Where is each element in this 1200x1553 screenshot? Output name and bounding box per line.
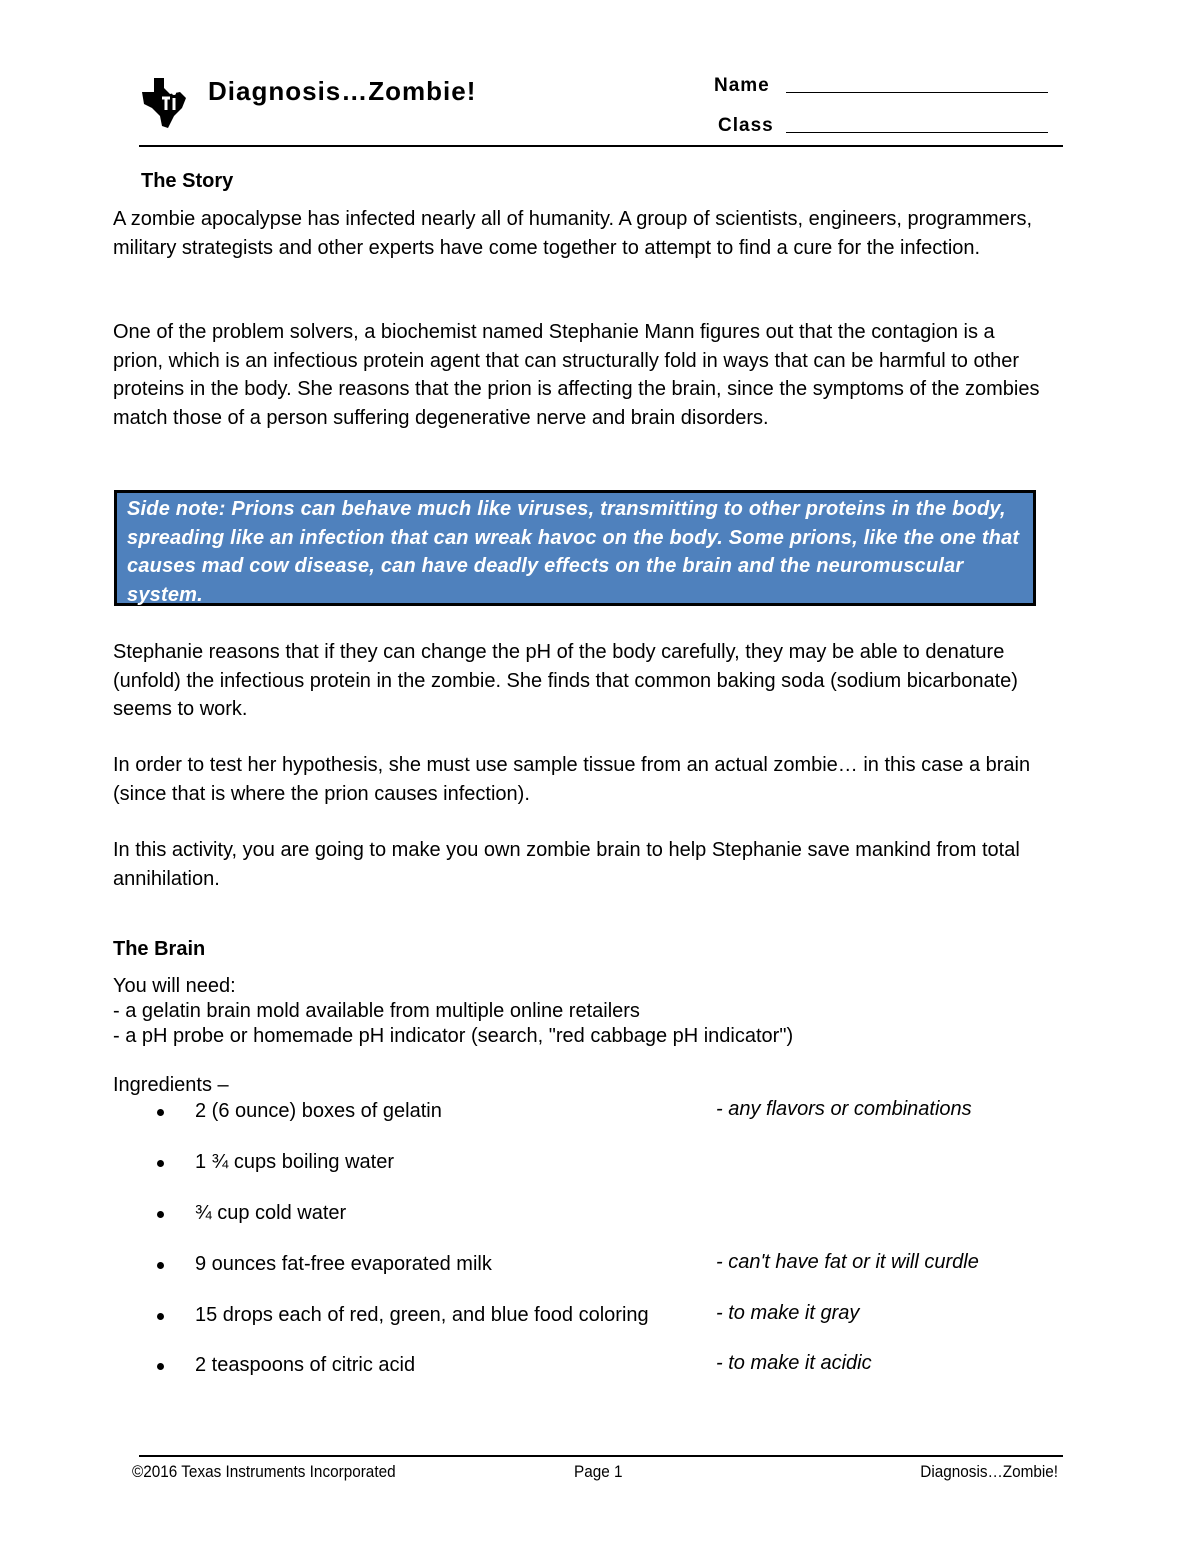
footer-doc-title: Diagnosis…Zombie!: [920, 1462, 1058, 1481]
ingredient-item: [113, 1253, 1043, 1281]
name-label: Name: [714, 75, 770, 96]
ingredient-note: - to make it acidic: [716, 1352, 872, 1374]
need-item: - a pH probe or homemade pH indicator (search, "red cabbage pH indicator"): [113, 1025, 794, 1047]
footer-copyright: ©2016 Texas Instruments Incorporated: [132, 1462, 396, 1481]
story-paragraph: A zombie apocalypse has infected nearly all of humanity. A group of scientists, engineers, programmers, military strategists and other experts have come together to attempt to find a cure for the infection.: [113, 208, 1033, 259]
texas-instruments-logo-icon: [140, 76, 188, 130]
class-field[interactable]: [786, 132, 1048, 133]
ingredient-text: 1 ¾ cups boiling water: [195, 1151, 395, 1173]
footer-divider: [139, 1455, 1063, 1457]
class-label: Class: [718, 115, 774, 136]
footer-page-number: Page 1: [574, 1462, 623, 1481]
document-title: Diagnosis…Zombie!: [208, 76, 477, 106]
ingredient-text: 2 teaspoons of citric acid: [195, 1354, 416, 1376]
need-label: You will need:: [113, 975, 236, 997]
ingredient-text: 2 (6 ounce) boxes of gelatin: [195, 1100, 442, 1122]
header-divider: [139, 145, 1063, 147]
bullet-icon: [157, 1262, 164, 1269]
bullet-icon: [157, 1363, 164, 1370]
story-paragraph: In order to test her hypothesis, she must use sample tissue from an actual zombie… in this case a brain (since that is where the prion causes infection).: [113, 754, 1031, 805]
ingredient-text: 9 ounces fat-free evaporated milk: [195, 1253, 492, 1275]
ingredient-text: ¾ cup cold water: [195, 1202, 347, 1224]
ingredient-item: [113, 1100, 1043, 1128]
ingredient-note: - any flavors or combinations: [716, 1098, 972, 1120]
need-item: - a gelatin brain mold available from multiple online retailers: [113, 1000, 640, 1022]
bullet-icon: [157, 1109, 164, 1116]
ingredient-item: [113, 1151, 1043, 1179]
ingredient-item: [113, 1354, 1043, 1382]
bullet-icon: [157, 1313, 164, 1320]
name-field[interactable]: [786, 92, 1048, 93]
ingredient-note: - to make it gray: [716, 1302, 860, 1324]
side-note-text: Side note: Prions can behave much like viruses, transmitting to other proteins in the body, spreading like an infection that can wreak havoc on the body. Some prions, like the one that causes mad cow disease, can have deadly effects on the brain and the neuromuscular system.: [127, 498, 1020, 606]
story-paragraph: In this activity, you are going to make you own zombie brain to help Stephanie save mankind from total annihilation.: [113, 839, 1020, 890]
story-paragraph: One of the problem solvers, a biochemist named Stephanie Mann figures out that the contagion is a prion, which is an infectious protein agent that can structurally fold in ways that can be harmful to other proteins in the body. She reasons that the prion is affecting the brain, since the symptoms of the zombies match those of a person suffering degenerative nerve and brain disorders.: [113, 321, 1040, 429]
ingredient-item: [113, 1202, 1043, 1230]
bullet-icon: [157, 1211, 164, 1218]
ingredients-label: Ingredients –: [113, 1074, 229, 1096]
story-heading: The Story: [141, 170, 234, 192]
ingredient-item: [113, 1304, 1043, 1332]
bullet-icon: [157, 1160, 164, 1167]
side-note-box: [114, 490, 1036, 606]
story-paragraph: Stephanie reasons that if they can change the pH of the body carefully, they may be able to denature (unfold) the infectious protein in the zombie. She finds that common baking soda (sodium bicarbonate) seems to work.: [113, 641, 1018, 720]
ingredient-note: - can't have fat or it will curdle: [716, 1251, 979, 1273]
ingredient-text: 15 drops each of red, green, and blue food coloring: [195, 1304, 649, 1326]
brain-heading: The Brain: [113, 938, 206, 960]
